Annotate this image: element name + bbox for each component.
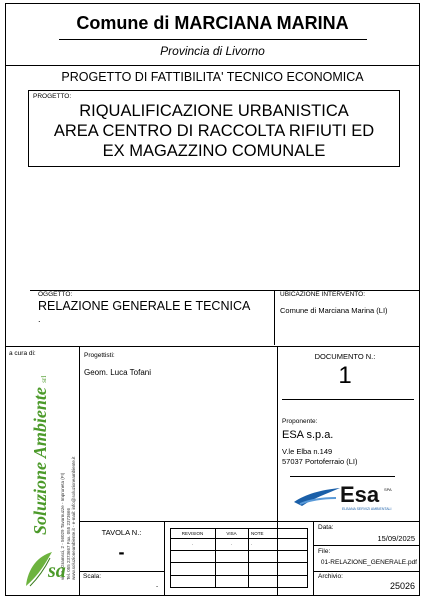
scale-value: - [156, 583, 159, 590]
document-label: DOCUMENTO N.: [314, 352, 376, 361]
proponent-address-1: V.le Elba n.149 [282, 447, 333, 456]
tavola-label: TAVOLA N.: [101, 528, 142, 537]
project-title [28, 101, 400, 161]
contact-line-1: via A. Gramsci, 2 - 56029 Tavarnuzze - Impruneta (FI) [60, 472, 65, 580]
subject-label: OGGETTO: [38, 291, 73, 298]
date-value: 15/09/2025 [377, 534, 415, 543]
project-title-line-3: EX MAGAZZINO COMUNALE [102, 142, 326, 160]
project-title-line-1: RIQUALIFICAZIONE URBANISTICA [79, 102, 349, 120]
designers-name: Geom. Luca Tofani [84, 368, 152, 377]
file-divider [313, 571, 420, 572]
meta-divider [313, 521, 314, 596]
esa-logo-text: Esa [340, 482, 380, 507]
revision-cell: . [230, 541, 233, 546]
scale-divider [79, 571, 164, 572]
revision-row-2 [170, 550, 308, 551]
document-number: 1 [338, 362, 352, 389]
revision-row-4 [170, 575, 308, 576]
subject-extra: . [38, 314, 41, 324]
scale-label: Scala: [83, 573, 102, 580]
municipality-title: Comune di MARCIANA MARINA [76, 13, 349, 33]
project-label: PROGETTO: [33, 93, 72, 100]
subject-value: RELAZIONE GENERALE E TECNICA [38, 299, 251, 313]
prepared-by-label: a cura di: [9, 350, 36, 357]
file-label: File: [318, 548, 331, 555]
header-divider [59, 39, 367, 40]
monogram-text: sa [48, 560, 66, 582]
esa-logo [292, 482, 402, 514]
document-divider [282, 399, 414, 400]
project-title-line-2: AREA CENTRO DI RACCOLTA RIFIUTI ED [53, 122, 375, 140]
revision-cell: . [191, 541, 194, 546]
esa-logo-tagline: ELBANA SERVIZI AMBIENTALI [342, 507, 392, 511]
revision-row-3 [170, 562, 308, 563]
revision-col-1 [215, 528, 216, 588]
subject-location-divider [274, 290, 275, 345]
revision-header-revision: REVISION [181, 531, 204, 536]
revision-col-2 [248, 528, 249, 588]
proponent-divider [290, 476, 395, 477]
esa-logo-reg: SPA [384, 487, 392, 492]
revision-header-visa: VISA [226, 531, 237, 536]
revision-header-note: NOTE [251, 531, 264, 536]
proponent-address-2: 57037 Portoferraio (LI) [282, 457, 358, 466]
revision-table [170, 528, 308, 588]
location-value: Comune di Marciana Marina (LI) [280, 306, 388, 315]
location-label: UBICAZIONE INTERVENTO: [280, 291, 365, 298]
proponent-label: Proponente: [282, 418, 318, 425]
project-type: PROGETTO DI FATTIBILITA' TECNICO ECONOMICA [61, 70, 364, 84]
date-label: Data: [318, 524, 334, 531]
bottom-band-divider [79, 521, 420, 522]
logo-text-main: Soluzione Ambiente [30, 387, 50, 535]
section-divider-1 [5, 65, 420, 66]
soluzione-ambiente-logo [30, 365, 50, 535]
contact-line-3: www.soluzioneambiente.it - e-mail: info@soluzioneambiente.it [71, 456, 76, 580]
archive-label: Archivio: [318, 573, 343, 580]
logo-text-suffix: srl [40, 375, 48, 383]
esa-swoosh-icon [292, 484, 342, 508]
date-divider [313, 545, 420, 546]
proponent-company: ESA s.p.a. [282, 429, 334, 441]
province-name: Provincia di Livorno [160, 44, 265, 58]
file-value: 01-RELAZIONE_GENERALE.pdf [320, 559, 417, 566]
revision-row-1 [170, 538, 308, 539]
contact-line-2: Tel. 055 2373667 Fax. 055 2373666 [65, 507, 71, 580]
designers-label: Progettisti: [84, 352, 115, 359]
sa-monogram-logo [22, 548, 72, 588]
tavola-divider [164, 521, 165, 596]
archive-value: 25026 [389, 581, 415, 591]
tavola-value: - [118, 542, 125, 562]
section-divider-3 [5, 346, 420, 347]
revision-cell: . [251, 541, 253, 546]
